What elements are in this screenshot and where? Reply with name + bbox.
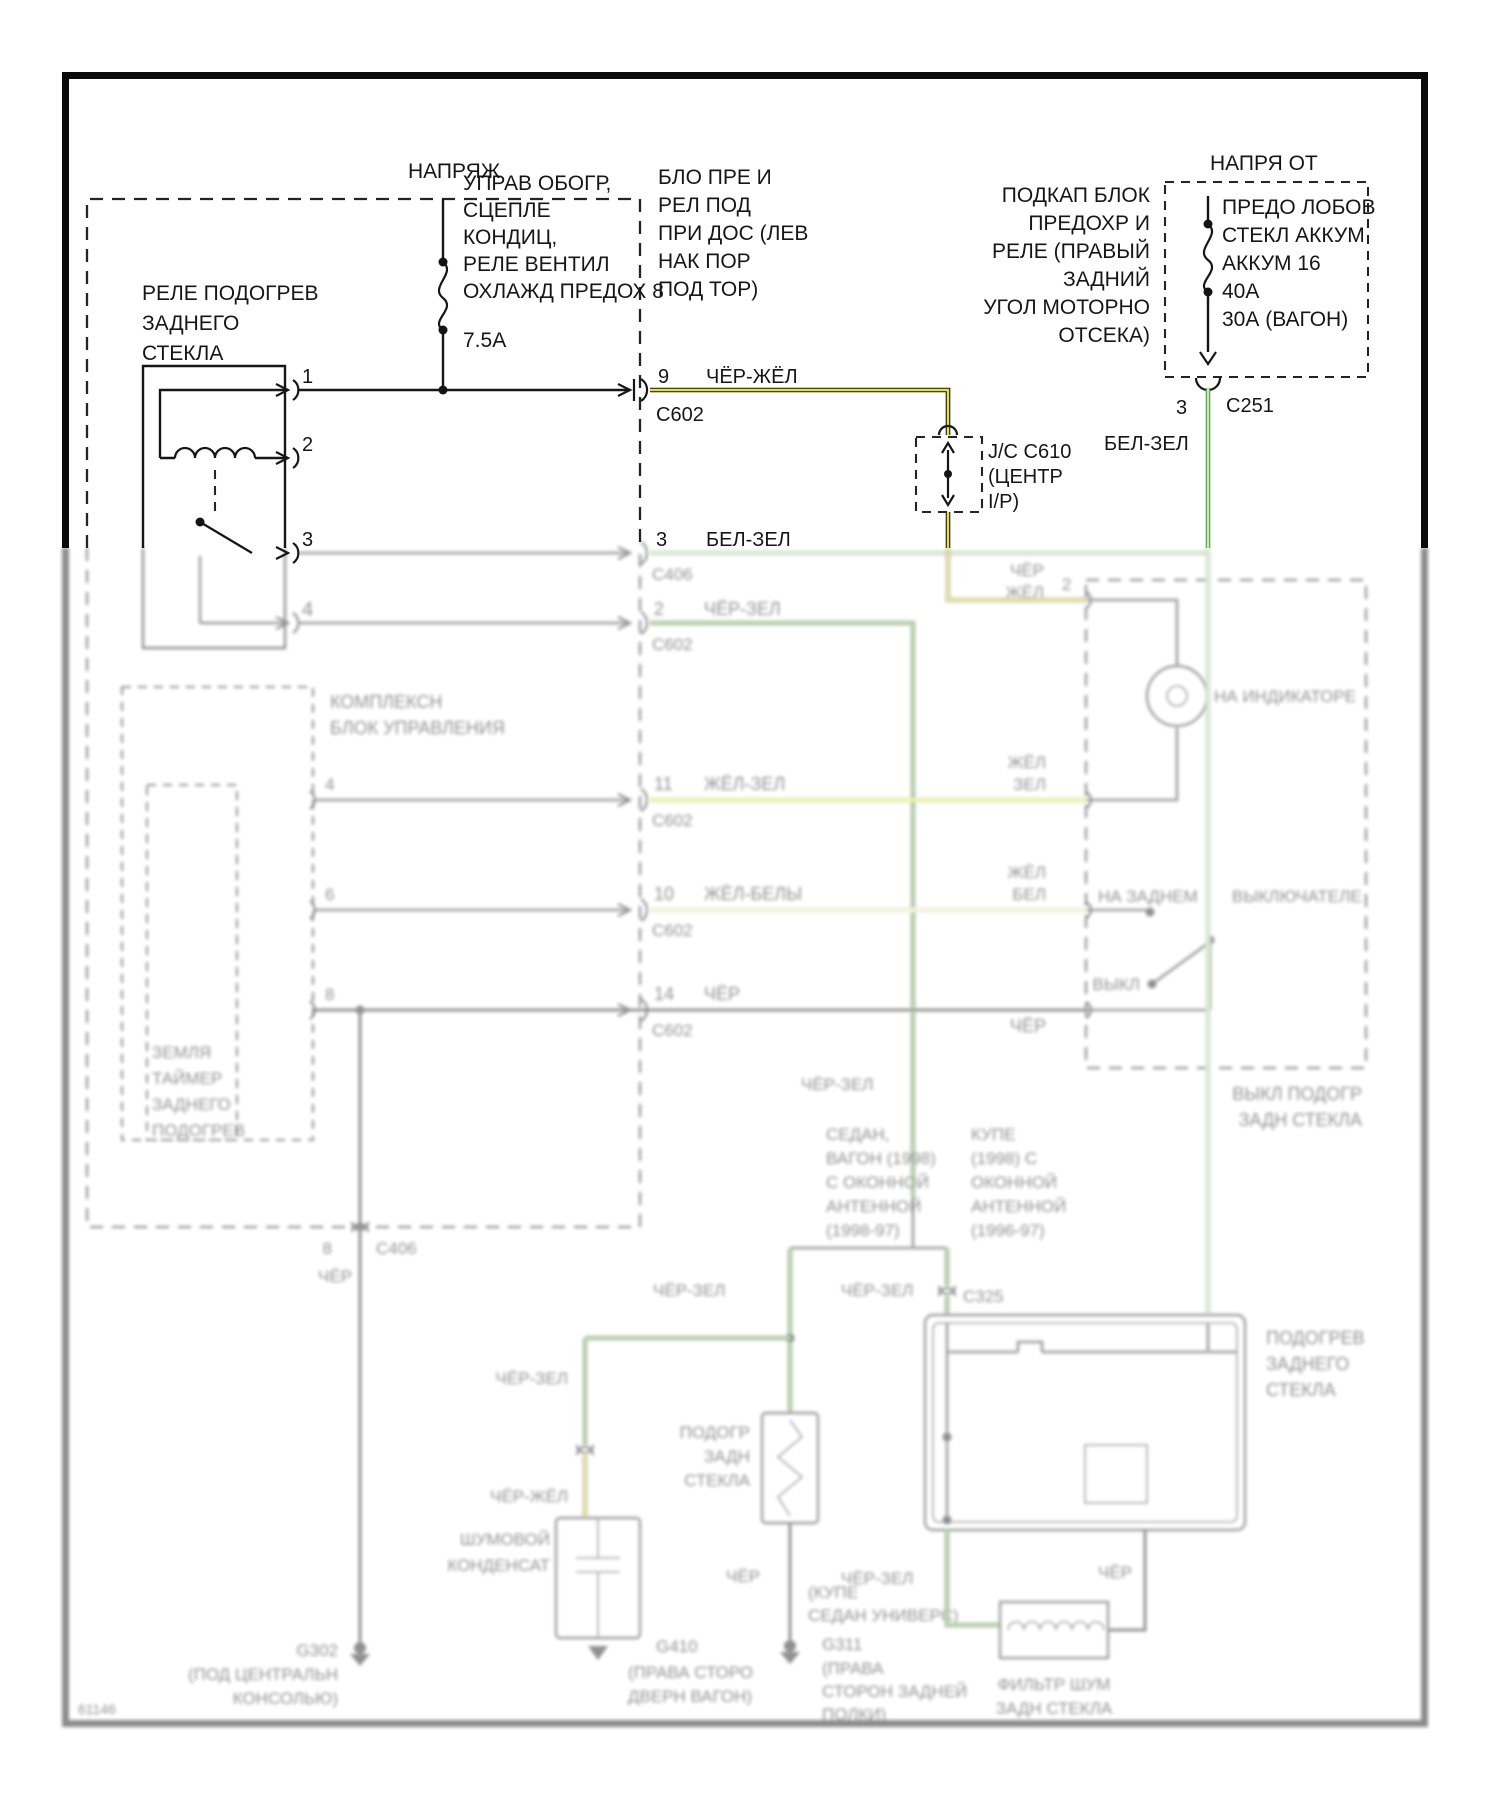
c602-row-pin: 3: [656, 529, 668, 551]
relay-box-bottom: [143, 548, 285, 648]
fuse-terminal-dot: [439, 326, 448, 335]
c602-row-pin: 2: [654, 599, 665, 619]
grid-terminal-dot: [943, 1433, 952, 1442]
block-note-line: ПРИ ДОС (ЛЕВ: [658, 222, 809, 245]
variant-note-line: АНТЕННОЙ: [826, 1197, 922, 1216]
page-code: 61146: [78, 1701, 116, 1717]
voltage-from-label: НАПРЯ ОТ: [1210, 152, 1318, 175]
wire-color-label: ЖЁЛ: [1007, 863, 1046, 882]
ground-id: G311: [822, 1635, 863, 1654]
switch-off-label: ВЫКЛ: [1092, 975, 1140, 994]
ground-arrow-icon: [350, 1654, 370, 1666]
timer-label-line: ПОДОГРЕВ: [152, 1121, 246, 1140]
block-note-line: НАК ПОР: [658, 250, 751, 273]
c602-row-pin: 10: [654, 884, 675, 904]
ground-id: G302: [296, 1641, 338, 1660]
connector-label: C602: [656, 404, 704, 426]
fuse-note-line: ОХЛАЖД ПРЕДОХ 8: [463, 280, 664, 303]
connector-label: C602: [652, 635, 693, 654]
junction-loc-line: (ЦЕНТР: [988, 466, 1063, 488]
ground-loc-line: КОНСОЛЬЮ): [232, 1689, 338, 1708]
grid-name-line: СТЕКЛА: [1266, 1380, 1336, 1400]
fuse-note-line: СЦЕПЛЕ: [463, 199, 551, 222]
junction-name: J/C C610: [988, 441, 1072, 463]
connector-label: C602: [652, 921, 693, 940]
fuse-icon: [439, 262, 447, 330]
wire-color-label: БЕЛ-ЗЕЛ: [1104, 433, 1189, 455]
relay-name-line: ЗАДНЕГО: [142, 312, 240, 335]
wire-color-label: ЧЁР-ЗЕЛ: [801, 1075, 874, 1094]
element-name-line: ЗАДН: [704, 1447, 750, 1466]
junction-dot: [944, 470, 952, 478]
junction-loc-line: I/P): [988, 491, 1020, 513]
wire-color-label: ЗЕЛ: [1013, 775, 1046, 794]
inductor-icon: [1008, 1622, 1104, 1630]
relay-pin-number: 3: [302, 529, 314, 551]
ground-loc-line: ПОЛКИ): [822, 1705, 887, 1724]
arrow-down-icon: [1200, 352, 1216, 364]
unit-pin-number: 6: [325, 885, 335, 904]
battery-note-line: АККУМ 16: [1222, 252, 1321, 275]
fuse-note-line: КОНДИЦ,: [463, 226, 558, 249]
wire-color-label: ЧЁР: [1009, 1016, 1046, 1036]
indicator-label: НА ИНДИКАТОРЕ: [1214, 687, 1357, 706]
capacitor-icon: [576, 1518, 620, 1638]
variant-note-line: ВАГОН (1998): [826, 1149, 936, 1168]
wire-color-label: ЧЁР: [1009, 561, 1044, 580]
indicator-lamp-icon: [1147, 666, 1207, 726]
grid-name-line: ПОДОГРЕВ: [1266, 1328, 1365, 1348]
underhood-note-line: РЕЛЕ (ПРАВЫЙ: [991, 240, 1150, 263]
c602-row-pin: 14: [654, 984, 675, 1004]
element-name-line: ПОДОГР: [679, 1423, 750, 1442]
wire-color-label: ЧЁР: [725, 1567, 760, 1586]
inline-connector-icon: [939, 1286, 955, 1296]
fuse-terminal-dot: [1204, 220, 1213, 229]
capacitor-name-line: КОНДЕНСАТ: [447, 1556, 550, 1575]
ground-loc-line: (ПОД ЦЕНТРАЛЬН: [187, 1665, 338, 1684]
fuse-note-line: УПРАВ ОБОГР,: [463, 172, 612, 195]
fuse-icon: [1204, 224, 1212, 292]
underhood-note-line: ОТСЕКА): [1058, 324, 1150, 347]
defog-switch-dashed-box: [1086, 580, 1366, 1068]
ground-icon: [784, 1640, 796, 1652]
relay-pin-connector-icon: [276, 543, 298, 563]
wire-color-label: ЧЁР-ЖЁЛ: [490, 1487, 568, 1506]
relay-coil-icon: [175, 448, 255, 458]
variant-note-line: КУПЕ: [971, 1125, 1016, 1144]
timer-label-line: ЗЕМЛЯ: [152, 1043, 212, 1062]
junction-dot: [439, 386, 448, 395]
battery-note-line: 30А (ВАГОН): [1222, 308, 1349, 331]
inline-connector-icon: [577, 1445, 593, 1455]
c602-pin9-number: 9: [658, 366, 670, 388]
underhood-note-line: УГОЛ МОТОРНО: [983, 296, 1150, 319]
wire-color-label: ЧЁР: [1098, 1563, 1133, 1582]
connector-label: C602: [652, 1021, 693, 1040]
ground-arrow-icon: [588, 1646, 608, 1660]
variant-note-line: (1996-97): [971, 1221, 1045, 1240]
relay-pin-number: 2: [302, 434, 314, 456]
relay-name-line: РЕЛЕ ПОДОГРЕВ: [142, 282, 319, 305]
wire-color-label: ЧЁР-ЗЕЛ: [841, 1569, 914, 1588]
underhood-note-line: ПРЕДОХР И: [1028, 212, 1150, 235]
wire-color-label: БЕЛ: [1012, 885, 1046, 904]
grid-name-line: ЗАДНЕГО: [1266, 1354, 1350, 1374]
block-note-line: РЕЛ ПОД: [658, 194, 751, 217]
wire-color-label: ЧЁР-ЖЁЛ: [706, 366, 798, 388]
variant-note-line: (1998) С: [971, 1149, 1038, 1168]
unit-pin-number: 4: [325, 775, 335, 794]
faded-layer: [66, 542, 1425, 1724]
c602-row-pin: 11: [654, 774, 673, 794]
relay-name-line: СТЕКЛА: [142, 342, 224, 365]
grid-internal-wires: [947, 1323, 1237, 1520]
wire-color-label: ЧЁР: [704, 984, 741, 1004]
switch-note: НА ЗАДНЕМ: [1098, 887, 1198, 906]
fuse-terminal-dot: [1204, 288, 1213, 297]
ground-arrow-icon: [780, 1652, 800, 1664]
ground-loc-line: (ПРАВА: [822, 1659, 884, 1678]
variant-note-line: ОКОННОЙ: [971, 1173, 1058, 1192]
fuse-rating-label: 7.5А: [463, 329, 507, 352]
connector-label: C602: [652, 811, 693, 830]
underhood-note-line: ПОДКАП БЛОК: [1001, 184, 1150, 207]
variant-note-line: СЕДАН,: [826, 1125, 890, 1144]
wire-color-label: ЖЁЛ: [1007, 753, 1046, 772]
relay-switch-lever: [200, 522, 252, 553]
switch-name-line: ЗАДН СТЕКЛА: [1238, 1110, 1362, 1130]
switch-internal-wire: [1086, 728, 1177, 800]
block-note-line: ПОД ТОР): [658, 278, 759, 301]
ground-loc-line: ДВЕРН ВАГОН): [628, 1687, 753, 1706]
fuse-terminal-dot: [439, 258, 448, 267]
switch-contact-dot: [1146, 908, 1155, 917]
relay-pin-number: 4: [302, 599, 314, 621]
control-unit-name-line: БЛОК УПРАВЛЕНИЯ: [330, 718, 505, 738]
ground-loc-line: СТОРОН ЗАДНЕЙ: [822, 1682, 968, 1701]
control-module-dashed-box-top: [87, 199, 640, 548]
wire-color-label: ЖЁЛ-ЗЕЛ: [704, 774, 786, 794]
wire-color-label: ЧЁР-ЗЕЛ: [841, 1281, 914, 1300]
element-name-line: СТЕКЛА: [684, 1471, 750, 1490]
relay-pin-number: 1: [302, 366, 314, 388]
switch-lever: [1152, 940, 1210, 1010]
wire-color-label: ЖЁЛ: [1005, 583, 1044, 602]
ground-id: G410: [656, 1637, 698, 1656]
connector-label: C406: [376, 1239, 417, 1258]
connector-label: C406: [652, 565, 693, 584]
battery-note-line: СТЕКЛ АККУМ: [1222, 224, 1365, 247]
indicator-lamp-filament: [1167, 686, 1187, 706]
resistor-icon: [778, 1420, 802, 1516]
switch-note: ВЫКЛЮЧАТЕЛЕ: [1232, 887, 1362, 906]
switch-pin-number: 2: [1062, 575, 1072, 594]
noise-filter-box: [1000, 1602, 1108, 1658]
connector-pin-number: 8: [322, 1239, 332, 1258]
variant-note-line: С ОКОННОЙ: [826, 1173, 930, 1192]
wire-color-label: ЧЁР-ЗЕЛ: [653, 1281, 726, 1300]
ground-note-line: СЕДАН УНИВЕРС): [808, 1606, 959, 1625]
switch-internal-wire: [1086, 600, 1177, 666]
c251-pin-number: 3: [1176, 397, 1188, 419]
timer-label-line: ЗАДНЕГО: [152, 1095, 231, 1114]
connector-label: C325: [963, 1287, 1004, 1306]
crisp-layer: [66, 76, 1425, 564]
switch-name-line: ВЫКЛ ПОДОГР: [1232, 1084, 1362, 1104]
wire-color-label: ЧЁР: [318, 1267, 353, 1286]
underhood-note-line: ЗАДНИЙ: [1063, 268, 1150, 291]
variant-note-line: АНТЕННОЙ: [971, 1197, 1067, 1216]
ground-loc-line: (ПРАВА СТОРО: [628, 1663, 754, 1682]
unit-pin-number: 8: [325, 985, 335, 1004]
page-border-bottom: [66, 548, 1425, 1724]
capacitor-name-line: ШУМОВОЙ: [460, 1530, 550, 1549]
wire-color-label: ЧЁР-ЗЕЛ: [704, 599, 781, 619]
connector-label: C251: [1226, 395, 1274, 417]
page-border-top: [66, 76, 1425, 549]
grid-terminal-dot: [943, 1516, 952, 1525]
ground-note-line: (КУПЕ: [808, 1583, 859, 1602]
battery-note-line: 40А: [1222, 280, 1260, 303]
control-unit-name-line: КОМПЛЕКСН: [330, 692, 443, 712]
timer-label-line: ТАЙМЕР: [152, 1069, 223, 1088]
filter-name-line: ФИЛЬТР ШУМ: [997, 1675, 1111, 1694]
block-note-line: БЛО ПРЕ И: [658, 166, 772, 189]
fuse-note-line: РЕЛЕ ВЕНТИЛ: [463, 253, 610, 276]
switch-contact-dot: [1148, 980, 1157, 989]
ground-icon: [354, 1642, 366, 1654]
wire-color-label: БЕЛ-ЗЕЛ: [706, 529, 791, 551]
wire-color-label: ЖЁЛ-БЕЛЫ: [704, 884, 803, 904]
grid-element: [1085, 1445, 1147, 1503]
battery-note-line: ПРЕДО ЛОБОВ: [1222, 196, 1376, 219]
voltage-label: НАПРЯЖ: [408, 160, 501, 183]
variant-note-line: (1998-97): [826, 1221, 900, 1240]
wire-color-label: ЧЁР-ЗЕЛ: [495, 1369, 568, 1388]
filter-name-line: ЗАДН СТЕКЛА: [995, 1699, 1113, 1718]
